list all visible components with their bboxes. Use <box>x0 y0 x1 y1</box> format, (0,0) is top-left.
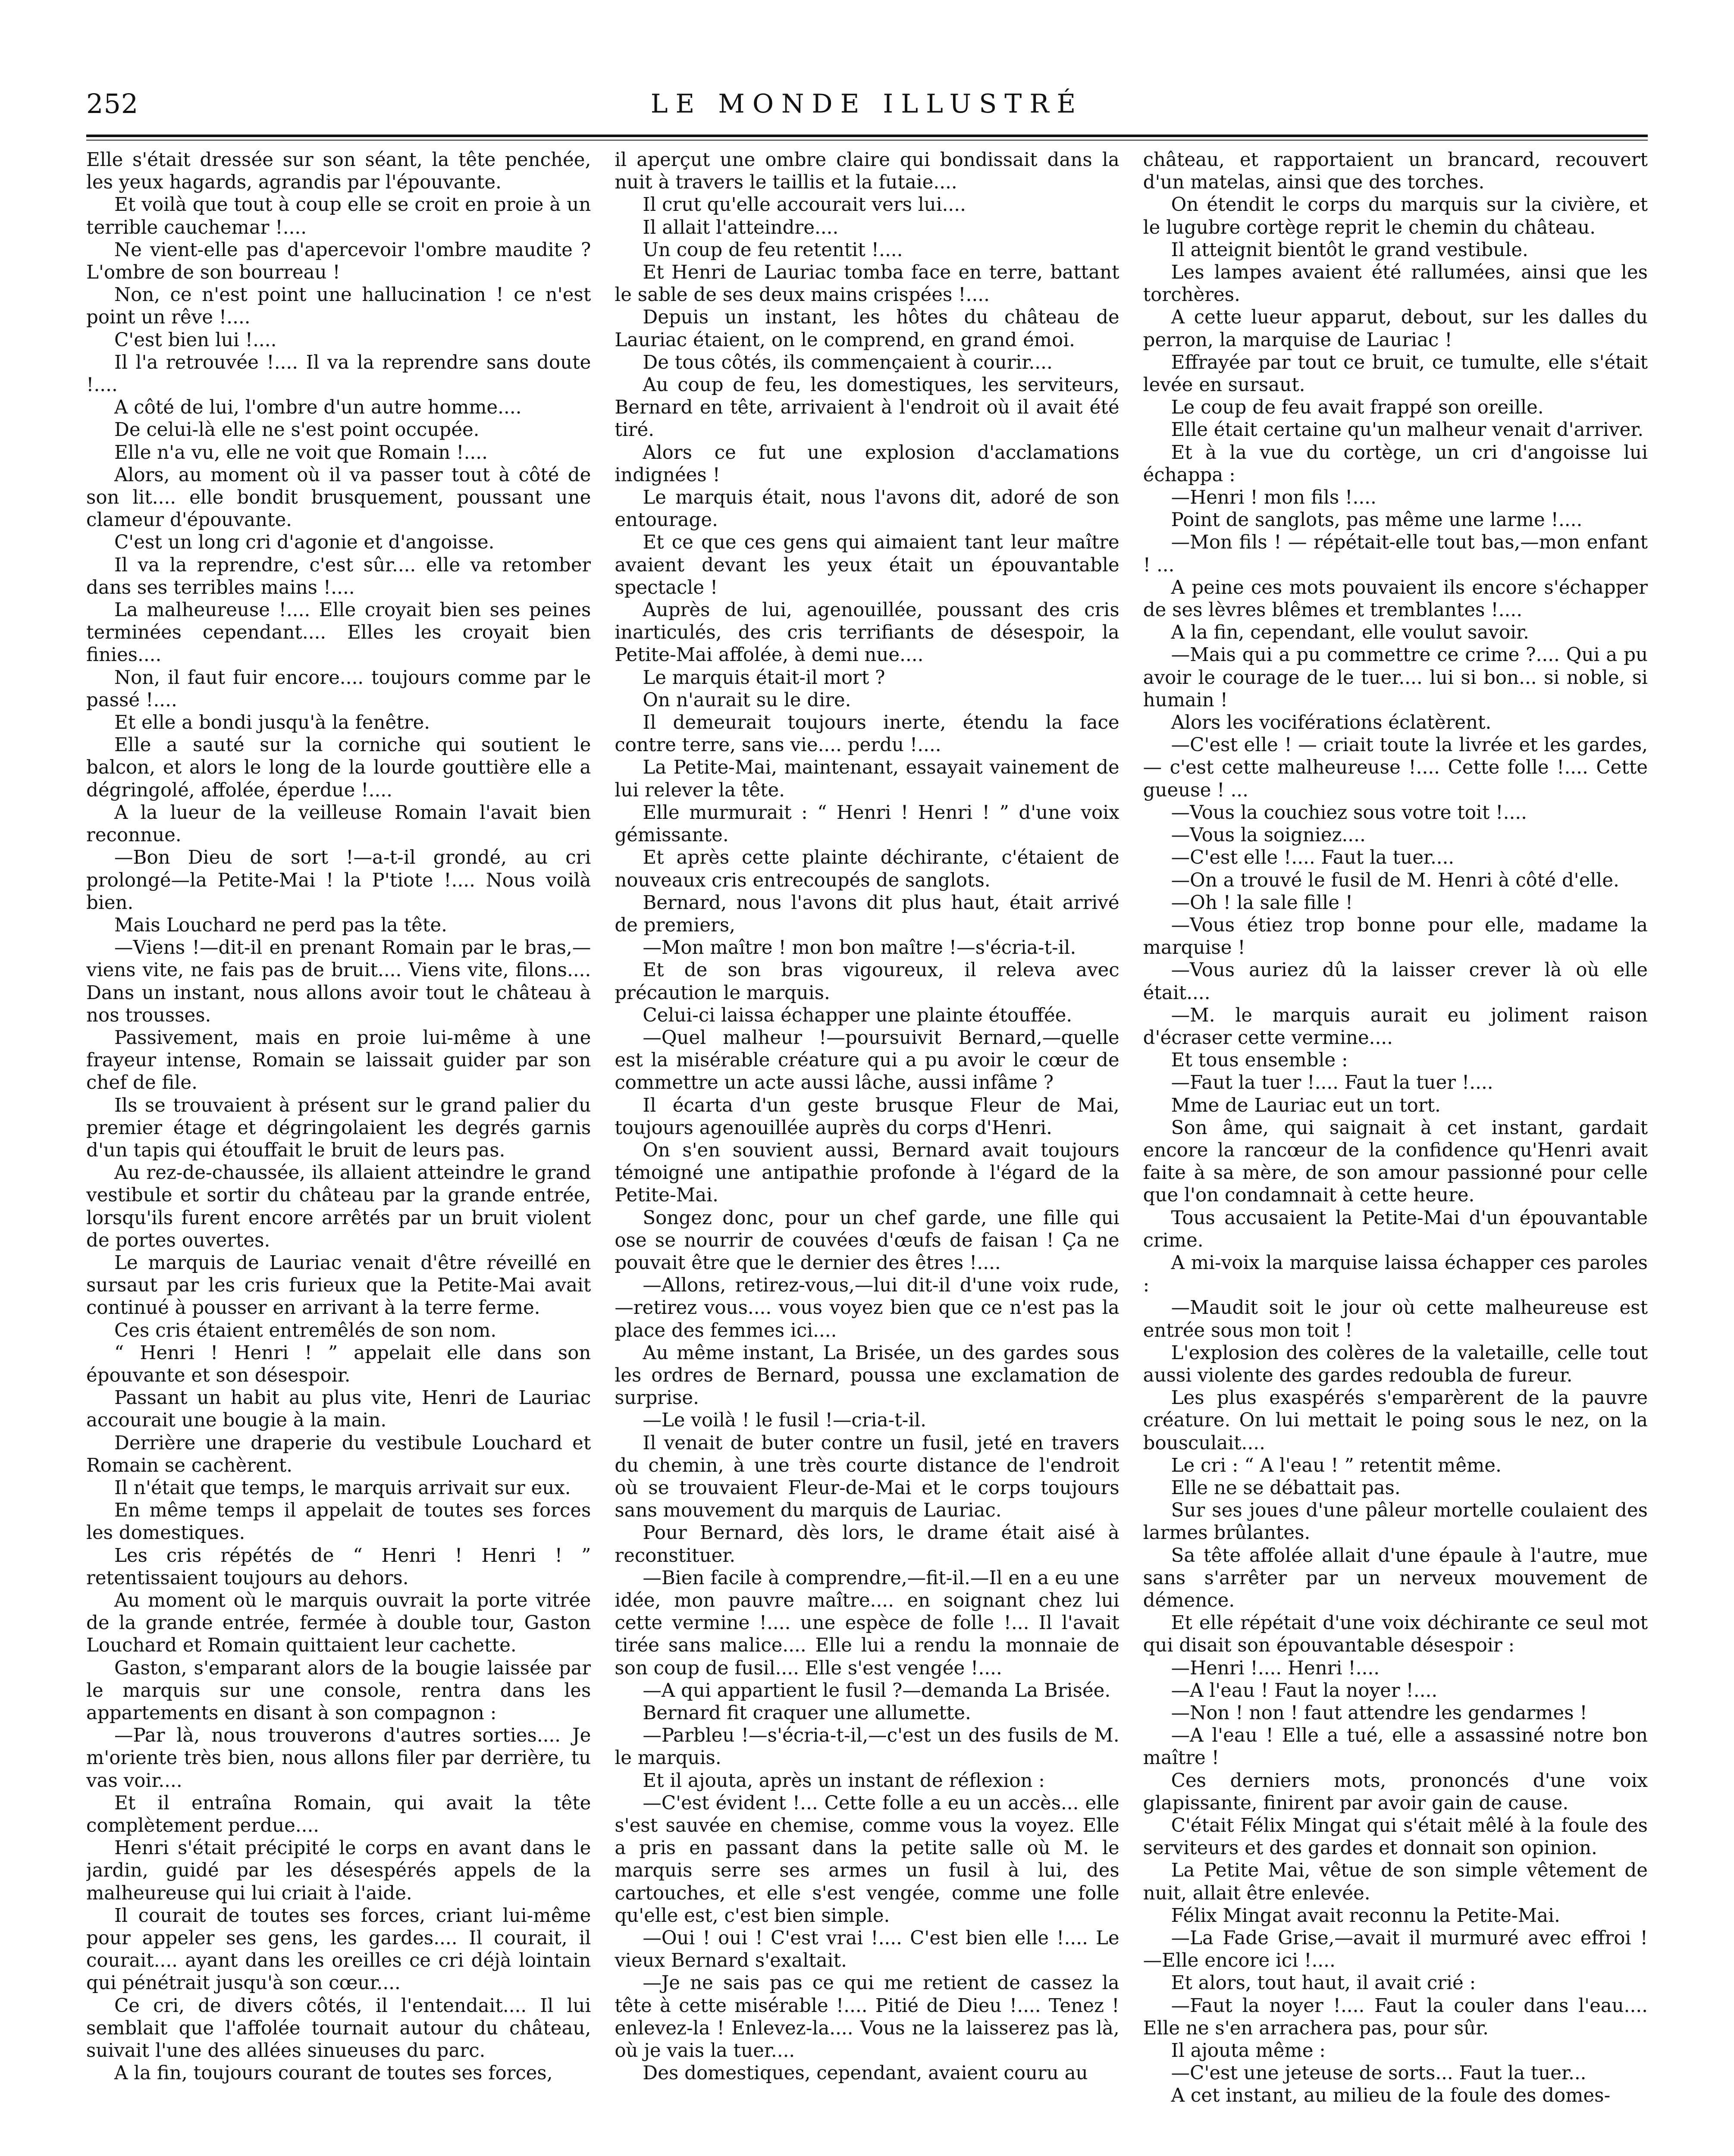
paragraph: Il ajouta même : <box>1171 2040 1326 2062</box>
paragraph: C'était Félix Mingat qui s'était mêlé à la foule des serviteurs et des gardes et donnait son opinion. <box>1143 1815 1648 1859</box>
paragraph: La Petite-Mai, maintenant, essayait vainement de lui relever la tête. <box>615 757 1119 801</box>
paragraph: Passivement, mais en proie lui-même à une frayeur intense, Romain se laissait guider par son chef de file. <box>86 1027 591 1094</box>
paragraph: —C'est évident !... Cette folle a eu un accès... elle s'est sauvée en chemise, comme vous la voyez. Elle a pris en passant dans la petite salle où M. le marquis serre ses armes un fusil à lui, des cartouches, et elle s'est vengée, comme une folle qu'elle est, c'est bien simple. <box>615 1792 1119 1927</box>
paragraph: Ils se trouvaient à présent sur le grand palier du premier étage et dégringolaient les degrés garnis d'un tapis qui étouffait le bruit de leurs pas. <box>86 1094 591 1161</box>
paragraph: Celui-ci laissa échapper une plainte étouffée. <box>643 1004 1072 1026</box>
paragraph: Il atteignit bientôt le grand vestibule. <box>1171 239 1528 261</box>
paragraph: —Par là, nous trouverons d'autres sorties.... Je m'oriente très bien, nous allons filer par derrière, tu vas voir.... <box>86 1725 591 1792</box>
paragraph: A côté de lui, l'ombre d'un autre homme.... <box>114 397 522 419</box>
paragraph: —Vous auriez dû la laisser crever là où elle était.... <box>1143 959 1648 1004</box>
article-columns <box>86 149 1648 2156</box>
paragraph: Alors, au moment où il va passer tout à côté de son lit.... elle bondit brusquement, poussant une clameur d'épouvante. <box>86 464 591 531</box>
paragraph: De celui-là elle ne s'est point occupée. <box>114 419 480 441</box>
paragraph: —Bien facile à comprendre,—fit-il.—Il en a eu une idée, mon pauvre maître.... en soignant chez lui cette vermine !.... une espèce de folle !... Il l'avait tirée sans malice.... Elle lui a rendu la monnaie de son coup de fusil.... Elle s'est vengée !.... <box>615 1567 1119 1679</box>
paragraph: On s'en souvient aussi, Bernard avait toujours témoigné une antipathie profonde à l'égard de la Petite-Mai. <box>615 1139 1119 1206</box>
paragraph: A la lueur de la veilleuse Romain l'avait bien reconnue. <box>86 802 591 846</box>
paragraph: Et après cette plainte déchirante, c'étaient de nouveaux cris entrecoupés de sanglots. <box>615 847 1119 891</box>
paragraph: Depuis un instant, les hôtes du château de Lauriac étaient, on le comprend, en grand émoi. <box>615 307 1119 351</box>
paragraph: —Le voilà ! le fusil !—cria-t-il. <box>643 1410 927 1432</box>
paragraph: Un coup de feu retentit !.... <box>643 239 903 261</box>
paragraph: —Bon Dieu de sort !—a-t-il grondé, au cri prolongé—la Petite-Mai ! la P'tiote !.... Nous voilà bien. <box>86 847 591 914</box>
paragraph: Elle ne se débattait pas. <box>1171 1477 1401 1499</box>
paragraph: —A qui appartient le fusil ?—demanda La Brisée. <box>643 1680 1111 1702</box>
paragraph: Il va la reprendre, c'est sûr.... elle va retomber dans ses terribles mains !.... <box>86 554 591 599</box>
paragraph: On étendit le corps du marquis sur la civière, et le lugubre cortège reprit le chemin du château. <box>1143 194 1648 238</box>
paragraph: Sur ses joues d'une pâleur mortelle coulaient des larmes brûlantes. <box>1143 1500 1648 1544</box>
header-rule-thin <box>86 140 1648 141</box>
paragraph: château, et rapportaient un brancard, recouvert d'un matelas, ainsi que des torches. <box>1143 149 1648 194</box>
paragraph: Gaston, s'emparant alors de la bougie laissée par le marquis sur une console, rentra dans les appartements en disant à son compagnon : <box>86 1657 591 1724</box>
paragraph: —Allons, retirez-vous,—lui dit-il d'une voix rude,—retirez vous.... vous voyez bien que ce n'est pas la place des femmes ici.... <box>615 1275 1119 1341</box>
paragraph: On n'aurait su le dire. <box>643 689 851 711</box>
paragraph: A cet instant, au milieu de la foule des domes- <box>1171 2085 1611 2107</box>
paragraph: Il demeurait toujours inerte, étendu la face contre terre, sans vie.... perdu !.... <box>615 712 1119 756</box>
paragraph: Henri s'était précipité le corps en avant dans le jardin, guidé par les désespérés appels de la malheureuse qui lui criait à l'aide. <box>86 1837 591 1904</box>
paragraph: Non, il faut fuir encore.... toujours comme par le passé !.... <box>86 667 591 711</box>
paragraph: La Petite Mai, vêtue de son simple vêtement de nuit, allait être enlevée. <box>1143 1860 1648 1904</box>
paragraph: —Vous la couchiez sous votre toit !.... <box>1171 802 1527 824</box>
paragraph: Mme de Lauriac eut un tort. <box>1171 1094 1441 1116</box>
paragraph: Il courait de toutes ses forces, criant lui-même pour appeler ses gens, les gardes.... Il courait, il courait.... ayant dans les oreilles ce cri déjà lointain qui pénétrait jusqu'à son cœur.... <box>86 1905 591 1994</box>
paragraph: Au même instant, La Brisée, un des gardes sous les ordres de Bernard, poussa une exclamation de surprise. <box>615 1342 1119 1409</box>
paragraph: —On a trouvé le fusil de M. Henri à côté d'elle. <box>1171 869 1619 891</box>
paragraph: Passant un habit au plus vite, Henri de Lauriac accourait une bougie à la main. <box>86 1387 591 1432</box>
paragraph: Et elle a bondi jusqu'à la fenêtre. <box>114 712 430 734</box>
paragraph: —Quel malheur !—poursuivit Bernard,—quelle est la misérable créature qui a pu avoir le cœur de commettre un acte aussi lâche, aussi infâme ? <box>615 1027 1119 1094</box>
paragraph: Le marquis était, nous l'avons dit, adoré de son entourage. <box>615 487 1119 531</box>
paragraph: Il écarta d'un geste brusque Fleur de Mai, toujours agenouillée auprès du corps d'Henri. <box>615 1094 1119 1139</box>
paragraph: —Non ! non ! faut attendre les gendarmes ! <box>1171 1702 1587 1724</box>
paragraph: —Parbleu !—s'écria-t-il,—c'est un des fusils de M. le marquis. <box>615 1725 1119 1769</box>
paragraph: —A l'eau ! Faut la noyer !.... <box>1171 1680 1438 1702</box>
paragraph: Ces derniers mots, prononcés d'une voix glapissante, finirent par avoir gain de cause. <box>1143 1770 1648 1814</box>
paragraph: Des domestiques, cependant, avaient couru au <box>643 2062 1088 2084</box>
paragraph: A mi-voix la marquise laissa échapper ces paroles : <box>1143 1252 1648 1297</box>
paragraph: Au moment où le marquis ouvrait la porte vitrée de la grande entrée, fermée à double tour, Gaston Louchard et Romain quittaient leur cachette. <box>86 1590 591 1657</box>
paragraph: —Henri ! mon fils !.... <box>1171 487 1377 509</box>
paragraph: Elle a sauté sur la corniche qui soutient le balcon, et alors le long de la lourde gouttière elle a dégringolé, affolée, éperdue !.... <box>86 734 591 801</box>
paragraph: “ Henri ! Henri ! ” appelait elle dans son épouvante et son désespoir. <box>86 1342 591 1386</box>
paragraph: A peine ces mots pouvaient ils encore s'échapper de ses lèvres blêmes et tremblantes !.... <box>1143 577 1648 621</box>
paragraph: Et Henri de Lauriac tomba face en terre, battant le sable de ses deux mains crispées !.... <box>615 262 1119 306</box>
paragraph: Et voilà que tout à coup elle se croit en proie à un terrible cauchemar !.... <box>86 194 591 238</box>
paragraph: Mais Louchard ne perd pas la tête. <box>114 914 447 936</box>
paragraph: Les plus exaspérés s'emparèrent de la pauvre créature. On lui mettait le poing sous le nez, on la bousculait.... <box>1143 1387 1648 1454</box>
paragraph: Les lampes avaient été rallumées, ainsi que les torchères. <box>1143 262 1648 306</box>
paragraph: Non, ce n'est point une hallucination ! ce n'est point un rêve !.... <box>86 284 591 329</box>
paragraph: Alors les vociférations éclatèrent. <box>1171 712 1492 734</box>
paragraph: Sa tête affolée allait d'une épaule à l'autre, mue sans s'arrêter par un nerveux mouvement de démence. <box>1143 1545 1648 1611</box>
paragraph: —Faut la noyer !.... Faut la couler dans l'eau.... Elle ne s'en arrachera pas, pour sûr. <box>1143 1995 1648 2039</box>
paragraph: —Mon maître ! mon bon maître !—s'écria-t-il. <box>643 937 1076 959</box>
paragraph: Au coup de feu, les domestiques, les serviteurs, Bernard en tête, arrivaient à l'endroit où il avait été tiré. <box>615 374 1119 441</box>
paragraph: Alors ce fut une explosion d'acclamations indignées ! <box>615 442 1119 486</box>
paragraph: En même temps il appelait de toutes ses forces les domestiques. <box>86 1500 591 1544</box>
paragraph: il aperçut une ombre claire qui bondissait dans la nuit à travers le taillis et la futaie.... <box>615 149 1119 194</box>
paragraph: Le cri : “ A l'eau ! ” retentit même. <box>1171 1454 1502 1476</box>
paragraph: —Oui ! oui ! C'est vrai !.... C'est bien elle !.... Le vieux Bernard s'exaltait. <box>615 1927 1119 1972</box>
paragraph: —Oh ! la sale fille ! <box>1171 892 1353 914</box>
paragraph: Elle s'était dressée sur son séant, la tête penchée, les yeux hagards, agrandis par l'épouvante. <box>86 149 591 194</box>
paragraph: —Vous la soigniez.... <box>1171 824 1366 846</box>
paragraph: Et il ajouta, après un instant de réflexion : <box>643 1770 1045 1792</box>
paragraph: —C'est une jeteuse de sorts... Faut la tuer... <box>1171 2062 1587 2084</box>
paragraph: Elle murmurait : “ Henri ! Henri ! ” d'une voix gémissante. <box>615 802 1119 846</box>
paragraph: Et alors, tout haut, il avait crié : <box>1171 1972 1476 1994</box>
paragraph: Ne vient-elle pas d'apercevoir l'ombre maudite ? L'ombre de son bourreau ! <box>86 239 591 284</box>
page-number: 252 <box>86 88 139 119</box>
paragraph: Elle était certaine qu'un malheur venait d'arriver. <box>1171 419 1644 441</box>
paragraph: C'est un long cri d'agonie et d'angoisse. <box>114 532 495 554</box>
paragraph: A la fin, toujours courant de toutes ses forces, <box>114 2062 553 2084</box>
paragraph: Ces cris étaient entremêlés de son nom. <box>114 1319 497 1341</box>
paragraph: Il crut qu'elle accourait vers lui.... <box>643 194 966 216</box>
paragraph: Et il entraîna Romain, qui avait la tête complètement perdue.... <box>86 1792 591 1837</box>
paragraph: Et à la vue du cortège, un cri d'angoisse lui échappa : <box>1143 442 1648 486</box>
masthead-title: LE MONDE ILLUSTRÉ <box>650 89 1084 119</box>
paragraph: —Henri !.... Henri !.... <box>1171 1657 1380 1679</box>
text-column-2 <box>615 149 1119 2156</box>
paragraph: La malheureuse !.... Elle croyait bien ses peines terminées cependant.... Elles les croyait bien finies.... <box>86 599 591 666</box>
paragraph: —C'est elle !.... Faut la tuer.... <box>1171 847 1455 869</box>
paragraph: Il l'a retrouvée !.... Il va la reprendre sans doute !.... <box>86 351 591 396</box>
paragraph: Son âme, qui saignait à cet instant, gardait encore la rancœur de la confidence qu'Henri avait faite à sa mère, de son amour passionné pour celle que l'on condamnait à cette heure. <box>1143 1117 1648 1206</box>
paragraph: Point de sanglots, pas même une larme !.... <box>1171 509 1583 531</box>
paragraph: —Je ne sais pas ce qui me retient de cassez la tête à cette misérable !.... Pitié de Dieu !.... Tenez ! enlevez-la ! Enlevez-la.... Vous ne la laisserez pas là, où je vais la tuer.... <box>615 1972 1119 2062</box>
paragraph: Et tous ensemble : <box>1171 1050 1348 1072</box>
paragraph: —Viens !—dit-il en prenant Romain par le bras,—viens vite, ne fais pas de bruit.... Viens vite, filons.... Dans un instant, nous allons avoir tout le château à nos trousses. <box>86 937 591 1026</box>
paragraph: Les cris répétés de “ Henri ! Henri ! ” retentissaient toujours au dehors. <box>86 1545 591 1589</box>
paragraph: Le coup de feu avait frappé son oreille. <box>1171 397 1544 419</box>
paragraph: —A l'eau ! Elle a tué, elle a assassiné notre bon maître ! <box>1143 1725 1648 1769</box>
paragraph: —C'est elle ! — criait toute la livrée et les gardes, — c'est cette malheureuse !.... Cette folle !.... Cette gueuse ! ... <box>1143 734 1648 801</box>
paragraph: Effrayée par tout ce bruit, ce tumulte, elle s'était levée en sursaut. <box>1143 351 1648 396</box>
paragraph: —Vous étiez trop bonne pour elle, madame la marquise ! <box>1143 914 1648 959</box>
paragraph: Elle n'a vu, elle ne voit que Romain !.... <box>114 442 488 464</box>
paragraph: Le marquis était-il mort ? <box>643 667 885 689</box>
paragraph: Il n'était que temps, le marquis arrivait sur eux. <box>114 1477 571 1499</box>
page-header <box>86 88 1648 138</box>
paragraph: Il allait l'atteindre.... <box>643 216 839 238</box>
paragraph: Ce cri, de divers côtés, il l'entendait.... Il lui semblait que l'affolée tournait autour du château, suivait l'une des allées sinueuses du parc. <box>86 1995 591 2062</box>
paragraph: A la fin, cependant, elle voulut savoir. <box>1171 622 1529 644</box>
paragraph: —Mon fils ! — répétait-elle tout bas,—mon enfant ! ... <box>1143 532 1648 576</box>
paragraph: Tous accusaient la Petite-Mai d'un épouvantable crime. <box>1143 1207 1648 1251</box>
paragraph: Il venait de buter contre un fusil, jeté en travers du chemin, à une très courte distance de l'endroit où se trouvaient Fleur-de-Mai et le corps toujours sans mouvement du marquis de Lauriac. <box>615 1432 1119 1522</box>
paragraph: Le marquis de Lauriac venait d'être réveillé en sursaut par les cris furieux que la Petite-Mai avait continué à pousser en arrivant à la terre ferme. <box>86 1252 591 1319</box>
paragraph: —Maudit soit le jour où cette malheureuse est entrée sous mon toit ! <box>1143 1297 1648 1341</box>
paragraph: Bernard fit craquer une allumette. <box>643 1702 971 1724</box>
paragraph: Derrière une draperie du vestibule Louchard et Romain se cachèrent. <box>86 1432 591 1476</box>
paragraph: Au rez-de-chaussée, ils allaient atteindre le grand vestibule et sortir du château par la grande entrée, lorsqu'ils furent encore arrêtés par un bruit violent de portes ouvertes. <box>86 1162 591 1251</box>
paragraph: Et ce que ces gens qui aimaient tant leur maître avaient devant les yeux était un épouvantable spectacle ! <box>615 532 1119 599</box>
paragraph: Félix Mingat avait reconnu la Petite-Mai. <box>1171 1905 1560 1927</box>
text-column-3 <box>1143 149 1648 2156</box>
paragraph: —Mais qui a pu commettre ce crime ?.... Qui a pu avoir le courage de le tuer.... lui si bon... si noble, si humain ! <box>1143 644 1648 711</box>
text-column-1 <box>86 149 591 2156</box>
paragraph: De tous côtés, ils commençaient à courir.... <box>643 351 1053 373</box>
paragraph: —La Fade Grise,—avait il murmuré avec effroi ! —Elle encore ici !.... <box>1143 1927 1648 1972</box>
paragraph: Auprès de lui, agenouillée, poussant des cris inarticulés, des cris terrifiants de désespoir, la Petite-Mai affolée, à demi nue.... <box>615 599 1119 666</box>
paragraph: Et de son bras vigoureux, il releva avec précaution le marquis. <box>615 959 1119 1004</box>
header-rule <box>86 135 1648 137</box>
paragraph: —Faut la tuer !.... Faut la tuer !.... <box>1171 1072 1493 1094</box>
paragraph: Bernard, nous l'avons dit plus haut, était arrivé de premiers, <box>615 892 1119 936</box>
paragraph: C'est bien lui !.... <box>114 329 277 351</box>
paragraph: Et elle répétait d'une voix déchirante ce seul mot qui disait son épouvantable désespoir : <box>1143 1612 1648 1657</box>
paragraph: Songez donc, pour un chef garde, une fille qui ose se nourrir de couvées d'œufs de faisan ! Ça ne pouvait être que le dernier des êtres !.... <box>615 1207 1119 1274</box>
paragraph: —M. le marquis aurait eu joliment raison d'écraser cette vermine.... <box>1143 1004 1648 1049</box>
paragraph: L'explosion des colères de la valetaille, celle tout aussi violente des gardes redoubla de fureur. <box>1143 1342 1648 1386</box>
paragraph: A cette lueur apparut, debout, sur les dalles du perron, la marquise de Lauriac ! <box>1143 307 1648 351</box>
paragraph: Pour Bernard, dès lors, le drame était aisé à reconstituer. <box>615 1522 1119 1567</box>
